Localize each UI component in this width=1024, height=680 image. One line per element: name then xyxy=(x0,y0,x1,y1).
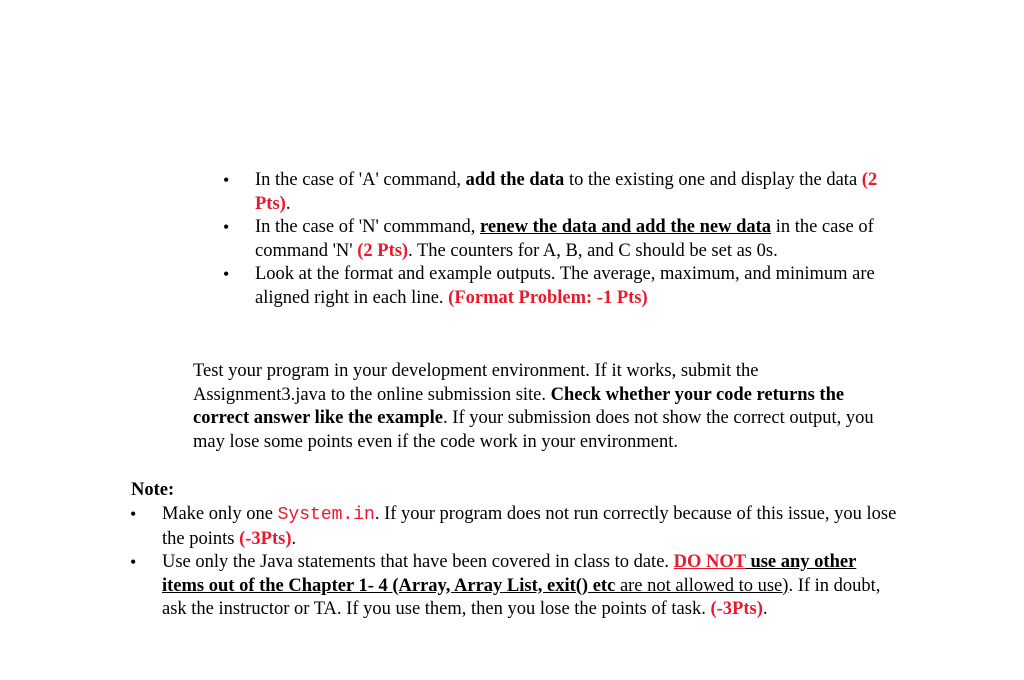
note-item-system-in: • Make only one System.in. If your program does not run correctly because of this issue, you lose the points (-3Pts). xyxy=(130,504,897,549)
test-instructions-paragraph: Test your program in your development environment. If it works, submit the Assignment3.java to the online submission site. Check whether your code returns the correct answer like the example. If your submission does not show the correct output, you may lose some points even if the code work in your environment. xyxy=(193,361,874,452)
bullet-icon: • xyxy=(130,552,137,572)
list-item-a-command: • In the case of 'A' command, add the data to the existing one and display the data (2 Pts). xyxy=(223,170,878,214)
note-item-java-statements: • Use only the Java statements that have been covered in class to date. DO NOT use any other items out of the Chapter 1- 4 (Array, Array List, exit() etc are not allowed to use). If in doubt, ask the instructor or TA. If you use them, then you lose the points of task. (-3Pts). xyxy=(130,552,881,619)
bullet-icon: • xyxy=(223,217,230,237)
list-item-format: • Look at the format and example outputs. The average, maximum, and minimum are aligned right in each line. (Format Problem: -1 Pts) xyxy=(223,264,875,308)
list-item-n-command: • In the case of 'N' commmand, renew the data and add the new data in the case of command 'N' (2 Pts). The counters for A, B, and C should be set as 0s. xyxy=(223,217,874,261)
note-heading: Note: xyxy=(131,480,175,500)
note-list xyxy=(130,503,897,622)
bullet-icon: • xyxy=(223,264,230,284)
requirements-list xyxy=(223,169,895,310)
bullet-icon: • xyxy=(223,170,230,190)
bullet-icon: • xyxy=(130,504,137,524)
code-system-in: System.in xyxy=(277,505,375,525)
